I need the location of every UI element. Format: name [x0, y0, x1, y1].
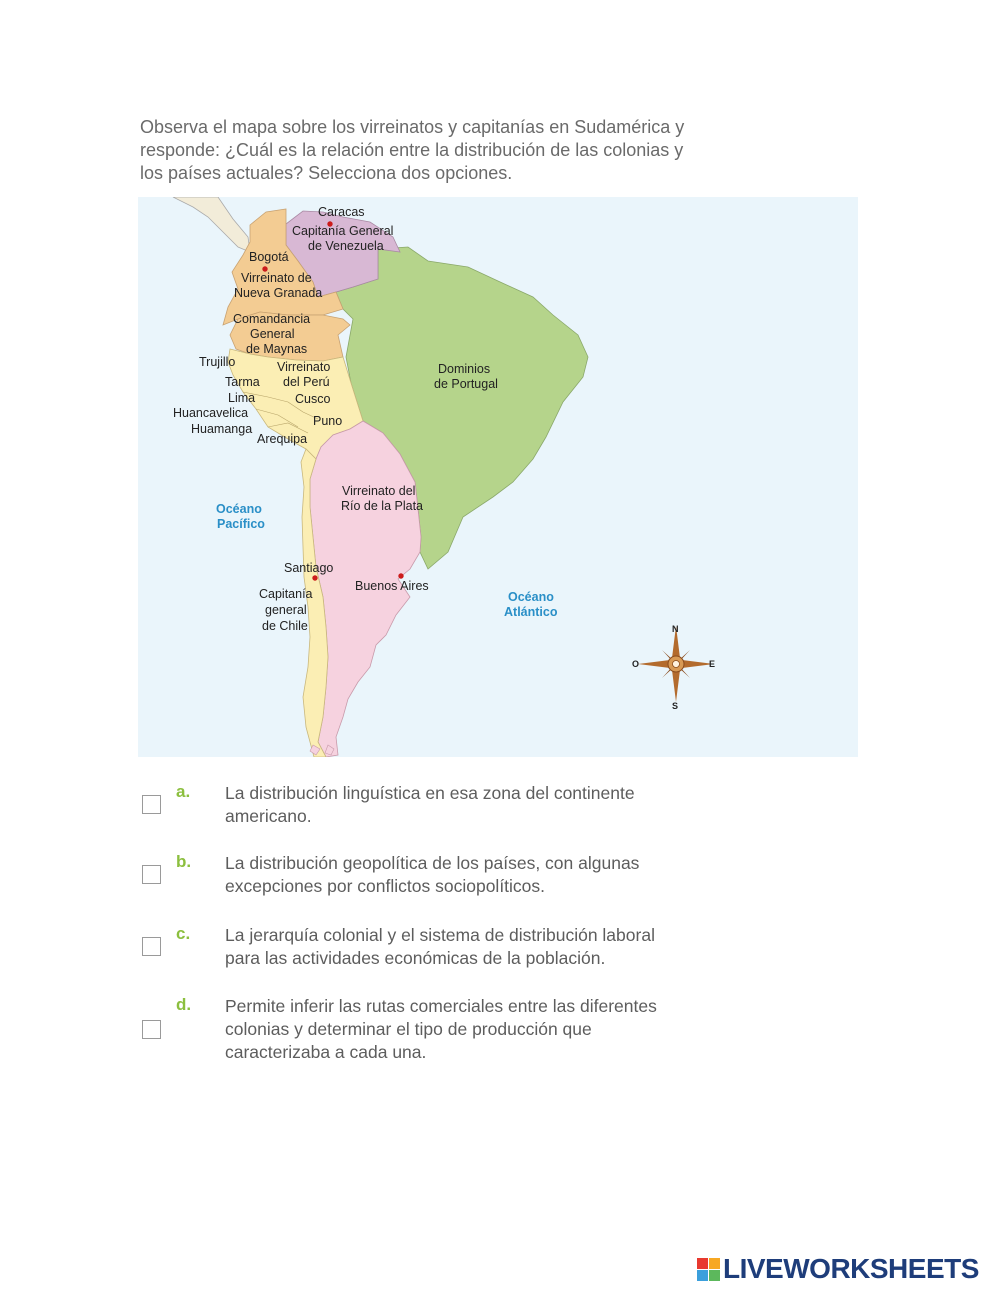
liveworksheets-logo[interactable] — [697, 1252, 979, 1286]
central-america-land — [173, 197, 250, 252]
option-d-line-1: Permite inferir las rutas comerciales entre las diferentes — [225, 996, 657, 1016]
label-venezuela-2: de Venezuela — [308, 239, 384, 253]
compass-south: S — [672, 701, 679, 711]
compass-west: O — [632, 659, 640, 669]
option-d-checkbox[interactable] — [142, 1020, 161, 1039]
label-plata-2: Río de la Plata — [341, 499, 423, 513]
label-venezuela-1: Capitanía General — [292, 224, 394, 238]
capital-santiago-dot — [312, 575, 317, 580]
capital-buenos-aires-dot — [398, 573, 403, 578]
option-b[interactable] — [140, 852, 760, 912]
option-b-line-1: La distribución geopolítica de los países, con algunas — [225, 853, 640, 873]
label-caracas: Caracas — [318, 205, 365, 219]
option-d-letter: d. — [176, 995, 192, 1014]
question-line-1: Observa el mapa sobre los virreinatos y capitanías en Sudamérica y — [140, 117, 685, 137]
option-a-line-1: La distribución linguística en esa zona del continente — [225, 783, 635, 803]
label-maynas-3: de Maynas — [246, 342, 308, 356]
label-trujillo: Trujillo — [199, 355, 236, 369]
compass-rose-icon — [638, 626, 714, 702]
option-c-text — [225, 924, 725, 970]
compass-north: N — [672, 624, 679, 634]
label-atlantico-2: Atlántico — [504, 605, 558, 619]
label-portugal-1: Dominios — [438, 362, 491, 376]
label-chile-3: de Chile — [262, 619, 308, 633]
label-peru-1: Virreinato — [277, 360, 331, 374]
label-portugal-2: de Portugal — [434, 377, 498, 391]
south-america-colonial-map — [138, 197, 858, 757]
compass-east: E — [709, 659, 716, 669]
question-line-2: responde: ¿Cuál es la relación entre la distribución de las colonias y — [140, 140, 684, 160]
option-d-line-3: caracterizaba a cada una. — [225, 1042, 427, 1062]
option-b-line-2: excepciones por conflictos sociopolíticos. — [225, 876, 546, 896]
option-b-checkbox[interactable] — [142, 865, 161, 884]
option-a-checkbox[interactable] — [142, 795, 161, 814]
question-line-3: los países actuales? Selecciona dos opciones. — [140, 163, 513, 183]
brand-text: LIVEWORKSHEETS — [723, 1253, 979, 1284]
label-cusco: Cusco — [295, 392, 331, 406]
label-huancavelica: Huancavelica — [173, 406, 249, 420]
label-maynas-2: General — [250, 327, 295, 341]
label-maynas-1: Comandancia — [233, 312, 311, 326]
liveworksheets-badge-icon — [697, 1258, 720, 1281]
option-c-line-2: para las actividades económicas de la población. — [225, 948, 606, 968]
label-buenos-aires: Buenos Aires — [355, 579, 429, 593]
label-chile-1: Capitanía — [259, 587, 313, 601]
label-granada-2: Nueva Granada — [234, 286, 323, 300]
label-arequipa: Arequipa — [257, 432, 308, 446]
option-a-line-2: americano. — [225, 806, 312, 826]
label-atlantico-1: Océano — [508, 590, 554, 604]
question-text — [140, 116, 740, 185]
label-pacifico-2: Pacífico — [217, 517, 265, 531]
option-a-text — [225, 782, 725, 828]
option-c-checkbox[interactable] — [142, 937, 161, 956]
label-lima: Lima — [228, 391, 256, 405]
label-huamanga: Huamanga — [191, 422, 253, 436]
label-pacifico-1: Océano — [216, 502, 262, 516]
map-svg — [138, 197, 858, 757]
option-d[interactable] — [140, 995, 760, 1070]
option-a[interactable] — [140, 782, 760, 842]
label-bogota: Bogotá — [249, 250, 289, 264]
label-tarma: Tarma — [225, 375, 260, 389]
label-peru-2: del Perú — [283, 375, 330, 389]
option-c[interactable] — [140, 924, 760, 984]
option-d-text — [225, 995, 725, 1064]
option-c-line-1: La jerarquía colonial y el sistema de distribución laboral — [225, 925, 655, 945]
label-santiago: Santiago — [284, 561, 334, 575]
option-b-letter: b. — [176, 852, 192, 871]
option-b-text — [225, 852, 725, 898]
label-plata-1: Virreinato del — [342, 484, 416, 498]
label-puno: Puno — [313, 414, 343, 428]
label-chile-2: general — [265, 603, 307, 617]
label-granada-1: Virreinato de — [241, 271, 312, 285]
option-a-letter: a. — [176, 782, 191, 801]
option-c-letter: c. — [176, 924, 191, 943]
option-d-line-2: colonias y determinar el tipo de producción que — [225, 1019, 592, 1039]
